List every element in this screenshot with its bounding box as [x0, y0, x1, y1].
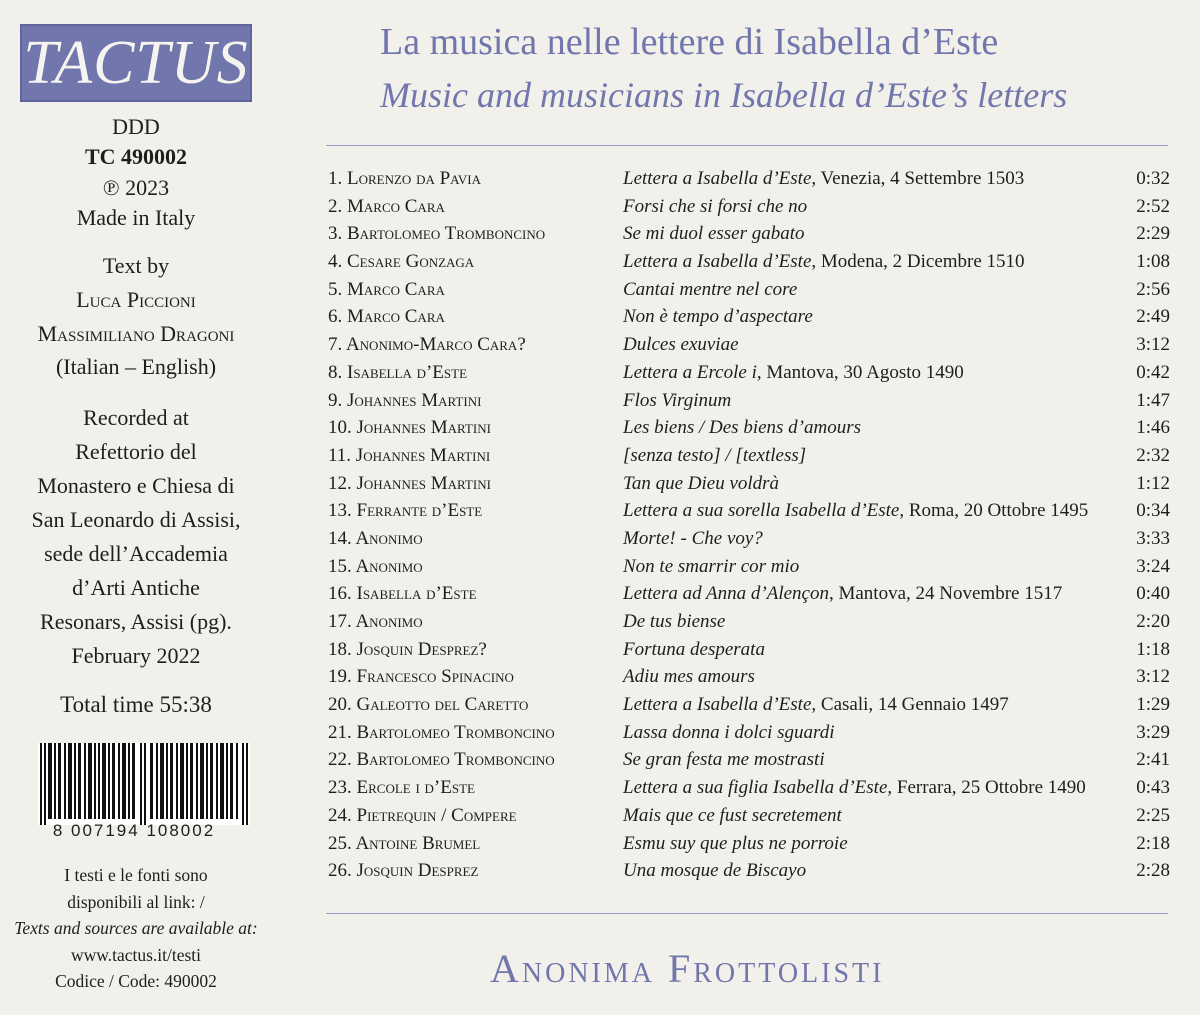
track-title-place-date: , Roma, 20 Ottobre 1495	[899, 500, 1089, 522]
track-title	[623, 719, 835, 747]
track-row	[328, 359, 1170, 387]
text-by-label: Text by	[102, 253, 170, 278]
track-title-main: Flos Virginum	[623, 389, 732, 411]
track-title-place-date: , Venezia, 4 Settembre 1503	[811, 168, 1025, 189]
track-duration: 3:12	[1136, 666, 1170, 688]
track-title-main: Mais que ce fust secretement	[623, 804, 842, 826]
track-title	[623, 636, 765, 664]
track-title	[623, 165, 1024, 193]
track-title	[623, 553, 799, 581]
track-composer: 5. Marco Cara	[328, 278, 445, 300]
track-composer: 26. Josquin Desprez	[328, 860, 479, 882]
track-composer: 6. Marco Cara	[328, 306, 445, 328]
track-row	[328, 663, 1170, 691]
track-composer: 19. Francesco Spinacino	[328, 666, 514, 688]
made-in: Made in Italy	[76, 205, 196, 230]
track-title	[623, 442, 806, 470]
track-duration: 0:34	[1136, 500, 1170, 522]
track-title-main: Cantai mentre nel core	[623, 278, 798, 300]
track-row	[328, 553, 1170, 581]
track-duration: 2:41	[1136, 749, 1170, 771]
footer-line: I testi e le fonti sono	[64, 865, 208, 885]
title-english: Music and musicians in Isabella d’Este’s letters	[380, 75, 1068, 115]
track-composer: 20. Galeotto del Caretto	[328, 694, 529, 716]
track-title	[623, 580, 1062, 608]
track-title	[623, 359, 964, 387]
track-row	[328, 331, 1170, 359]
footer-note	[0, 862, 272, 995]
recorded-line: d’Arti Antiche	[72, 575, 200, 600]
track-row	[328, 165, 1170, 193]
total-time: Total time 55:38	[60, 692, 212, 717]
track-composer: 14. Anonimo	[328, 527, 423, 549]
track-title	[623, 470, 779, 498]
track-composer: 23. Ercole i d’Este	[328, 777, 475, 799]
track-duration: 1:18	[1136, 638, 1170, 660]
track-row	[328, 774, 1170, 802]
performer-name: Anonima Frottolisti	[490, 946, 885, 991]
track-composer: 16. Isabella d’Este	[328, 583, 477, 605]
track-title-place-date: , Ferrara, 25 Ottobre 1490	[887, 777, 1086, 799]
track-duration: 2:32	[1136, 444, 1170, 466]
track-title-place-date: , Casali, 14 Gennaio 1497	[811, 694, 1009, 716]
track-composer: 9. Johannes Martini	[328, 389, 482, 411]
track-title-main: Lettera a Isabella d’Este	[623, 694, 812, 716]
track-duration: 0:42	[1136, 361, 1170, 383]
left-column	[0, 0, 272, 1015]
track-title-main: Lettera a sua sorella Isabella d’Este	[623, 500, 900, 522]
track-title	[623, 857, 806, 885]
languages: (Italian – English)	[55, 354, 217, 379]
recorded-line: February 2022	[71, 643, 201, 668]
track-title-place-date: , Mantova, 24 Novembre 1517	[828, 583, 1063, 605]
track-duration: 2:25	[1136, 804, 1170, 826]
track-duration: 3:24	[1136, 555, 1170, 577]
track-title-main: Se gran festa me mostrasti	[623, 749, 825, 771]
format-label: DDD	[112, 114, 160, 139]
footer-line: Texts and sources are available at:	[14, 918, 258, 938]
track-title-main: Se mi duol esser gabato	[623, 223, 805, 245]
track-title-main: Lettera a Isabella d’Este	[623, 251, 812, 273]
track-row	[328, 276, 1170, 304]
track-title-main: Non è tempo d’aspectare	[623, 306, 813, 328]
track-row	[328, 387, 1170, 415]
track-title	[623, 276, 797, 304]
track-row	[328, 719, 1170, 747]
barcode-digits: 8 007194 108002	[52, 821, 216, 840]
track-row	[328, 636, 1170, 664]
track-title	[623, 303, 813, 331]
track-title	[623, 774, 1086, 802]
track-row	[328, 470, 1170, 498]
track-title	[623, 746, 825, 774]
recorded-line: sede dell’Accademia	[44, 541, 228, 566]
track-row	[328, 303, 1170, 331]
track-duration: 0:40	[1136, 583, 1170, 605]
track-title-main: Forsi che si forsi che no	[623, 195, 808, 217]
track-title	[623, 331, 739, 359]
track-composer: 13. Ferrante d’Este	[328, 500, 483, 522]
track-composer: 8. Isabella d’Este	[328, 361, 468, 383]
track-duration: 1:12	[1136, 472, 1170, 494]
track-duration: 3:29	[1136, 721, 1170, 743]
track-row	[328, 442, 1170, 470]
track-title-main: Esmu suy que plus ne porroie	[623, 832, 848, 854]
track-title	[623, 802, 842, 830]
track-duration: 2:28	[1136, 860, 1170, 882]
track-title-main: [senza testo] / [textless]	[623, 444, 807, 466]
track-title-main: Lettera ad Anna d’Alençon	[623, 583, 829, 605]
barcode	[14, 743, 254, 841]
track-duration: 3:12	[1136, 334, 1170, 356]
track-composer: 12. Johannes Martini	[328, 472, 491, 494]
logo-text: TACTUS	[23, 29, 249, 97]
track-list	[328, 165, 1170, 885]
track-composer: 24. Pietrequin / Compere	[328, 804, 517, 826]
track-row	[328, 580, 1170, 608]
track-title	[623, 608, 725, 636]
recorded-line: Monastero e Chiesa di	[37, 473, 235, 498]
track-duration: 2:29	[1136, 223, 1170, 245]
tactus-logo	[20, 24, 252, 102]
catalog-number: TC 490002	[84, 144, 188, 169]
track-duration: 1:47	[1136, 389, 1170, 411]
track-title-main: Morte! - Che voy?	[623, 527, 763, 549]
track-duration: 1:29	[1136, 694, 1170, 716]
track-duration: 1:46	[1136, 417, 1170, 439]
track-duration: 2:49	[1136, 306, 1170, 328]
divider	[326, 913, 1168, 914]
track-title-main: Lettera a Ercole i	[623, 361, 757, 383]
author-name: Massimiliano Dragoni	[37, 321, 235, 346]
track-duration: 0:32	[1136, 168, 1170, 189]
track-composer: 2. Marco Cara	[328, 195, 445, 217]
title-italian: La musica nelle lettere di Isabella d’Este	[380, 21, 999, 63]
track-row	[328, 857, 1170, 885]
track-row	[328, 830, 1170, 858]
track-composer: 1. Lorenzo da Pavia	[328, 168, 481, 189]
track-composer: 10. Johannes Martini	[328, 417, 491, 439]
track-title-main: Adiu mes amours	[623, 666, 755, 688]
track-row	[328, 608, 1170, 636]
track-title-main: Non te smarrir cor mio	[623, 555, 800, 577]
track-composer: 22. Bartolomeo Tromboncino	[328, 749, 555, 771]
recorded-line: San Leonardo di Assisi,	[31, 507, 241, 532]
track-composer: 21. Bartolomeo Tromboncino	[328, 721, 555, 743]
footer-link[interactable]: www.tactus.it/testi	[70, 944, 202, 965]
track-title	[623, 663, 755, 691]
footer-line: disponibili al link: /	[67, 891, 205, 912]
track-title-main: Les biens / Des biens d’amours	[623, 417, 862, 439]
track-title	[623, 691, 1009, 719]
track-title-main: Tan que Dieu voldrà	[623, 472, 780, 494]
footer-code: Codice / Code: 490002	[55, 971, 217, 991]
track-composer: 7. Anonimo-Marco Cara?	[328, 334, 526, 356]
recorded-line: Recorded at	[83, 405, 189, 430]
track-title	[623, 830, 848, 858]
track-row	[328, 802, 1170, 830]
track-title	[623, 497, 1088, 525]
track-composer: 25. Antoine Brumel	[328, 832, 481, 854]
track-composer: 18. Josquin Desprez?	[328, 638, 487, 660]
track-title-main: Lettera a Isabella d’Este	[623, 168, 812, 189]
track-title	[623, 525, 763, 553]
track-title	[623, 220, 805, 248]
track-title-place-date: , Modena, 2 Dicembre 1510	[811, 251, 1025, 273]
track-composer: 11. Johannes Martini	[328, 444, 491, 466]
track-row	[328, 248, 1170, 276]
track-title-main: De tus biense	[623, 611, 726, 632]
track-title-main: Una mosque de Biscayo	[623, 860, 807, 882]
track-duration: 2:52	[1136, 195, 1170, 217]
track-duration: 2:18	[1136, 832, 1170, 854]
track-composer: 4. Cesare Gonzaga	[328, 251, 475, 273]
track-title-main: Fortuna desperata	[623, 638, 765, 660]
track-duration: 3:33	[1136, 527, 1170, 549]
track-composer: 17. Anonimo	[328, 611, 423, 632]
author-name: Luca Piccioni	[76, 287, 196, 312]
recorded-line: Resonars, Assisi (pg).	[40, 609, 232, 634]
track-composer: 15. Anonimo	[328, 555, 423, 577]
divider	[326, 145, 1168, 146]
track-row	[328, 414, 1170, 442]
track-row	[328, 691, 1170, 719]
track-title	[623, 248, 1025, 276]
track-duration: 1:08	[1136, 251, 1170, 273]
track-duration: 2:20	[1136, 611, 1170, 632]
track-row	[328, 497, 1170, 525]
track-row	[328, 220, 1170, 248]
track-row	[328, 746, 1170, 774]
track-title-main: Lettera a sua figlia Isabella d’Este	[623, 777, 888, 799]
recorded-line: Refettorio del	[75, 439, 197, 464]
track-composer: 3. Bartolomeo Tromboncino	[328, 223, 546, 245]
track-duration: 0:43	[1136, 777, 1170, 799]
track-title-main: Dulces exuviae	[623, 334, 739, 356]
barcode-icon	[38, 743, 250, 825]
track-title	[623, 387, 731, 415]
track-row	[328, 525, 1170, 553]
track-title-main: Lassa donna i dolci sguardi	[623, 721, 835, 743]
track-title-place-date: , Mantova, 30 Agosto 1490	[756, 361, 964, 383]
track-title	[623, 193, 807, 221]
track-title	[623, 414, 861, 442]
copyright-year: ℗ 2023	[102, 175, 170, 200]
track-duration: 2:56	[1136, 278, 1170, 300]
track-row	[328, 193, 1170, 221]
